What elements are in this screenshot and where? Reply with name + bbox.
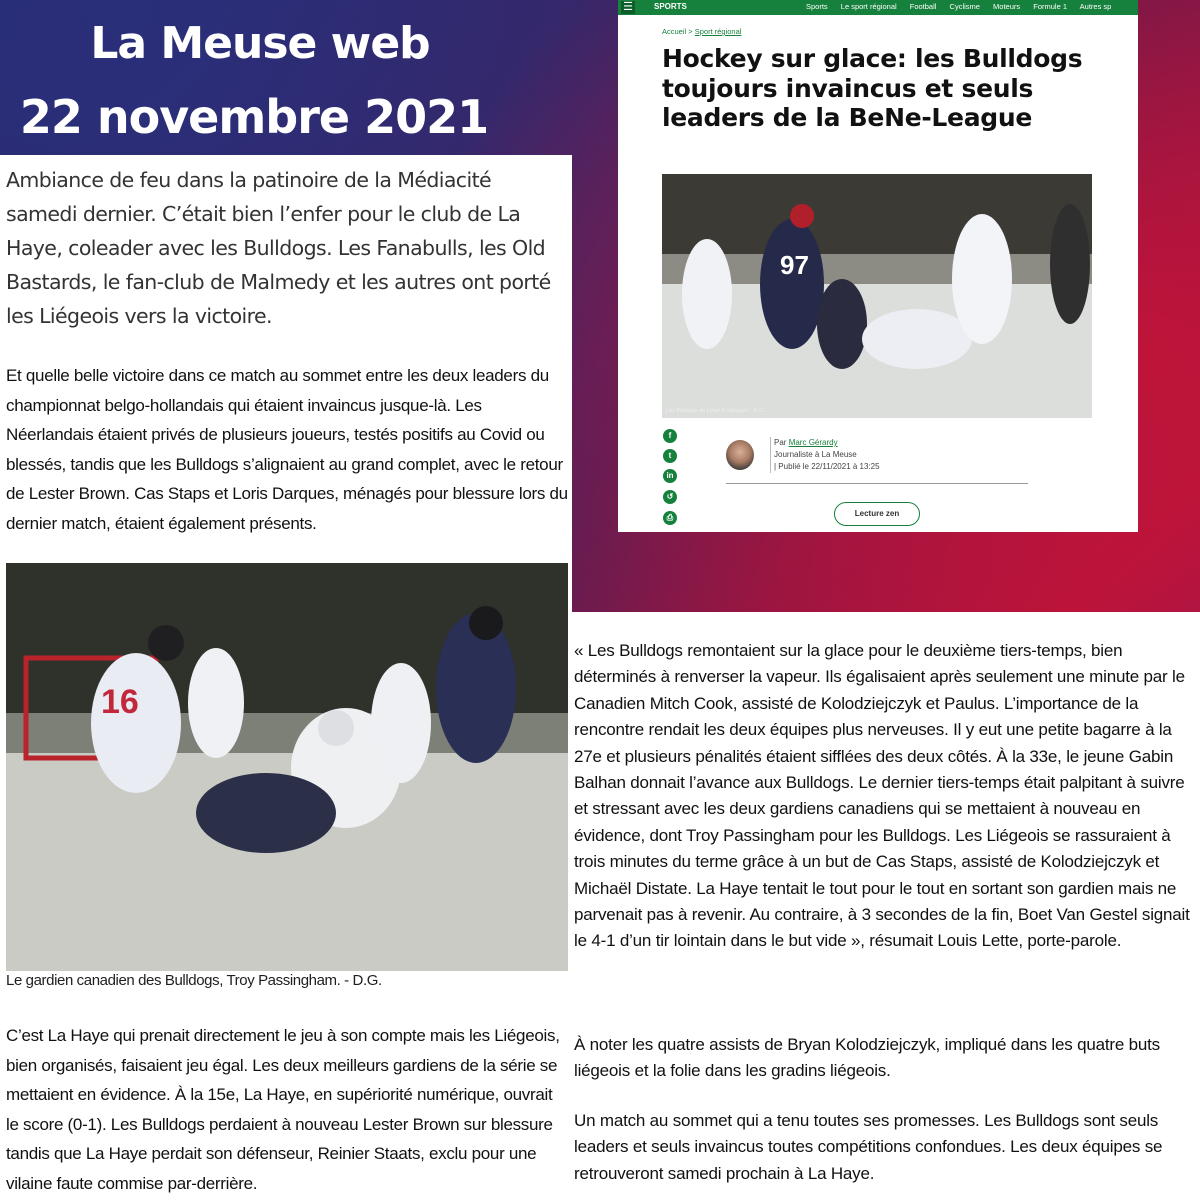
hero-photo-caption: Les Bulldogs de Liège à l’attaque! - D.G.	[666, 408, 765, 414]
jersey-number-97: 97	[780, 250, 809, 280]
article-paragraph: « Les Bulldogs remontaient sur la glace pour le deuxième tiers-temps, bien déterminés à renverser la vapeur. Ils égalisaient après seulement une minute par le Canadien Mitch Cook, assisté de Kolodziejczyk et Paulus. L’importance de la rencontre rendait les deux équipes plus nerveuses. Il y eut une petite bagarre à la 27e et plusieurs pénalités étaient sifflées des deux côtés. À la 33e, le jeune Gabin Balhan donnait l’avance aux Bulldogs. Le dernier tiers-temps était palpitant à suivre et stressant avec les deux gardiens canadiens qui se mettaient à nouveau en évidence, dont Troy Passingham pour les Bulldogs. Les Liégeois se rassuraient à trois minutes du terme grâce à un but de Cas Staps, assisté de Kolodziejczyk et Michaël Distate. La Haye tentait le tout pour le tout en sortant son gardien mais ne parvenait pas à revenir. Au contraire, à 3 secondes de la fin, Boet Van Gestel signait le 4-1 d’un tir lointain dans le but vide », résumait Louis Lette, porte-parole.	[574, 641, 1190, 951]
nav-links	[806, 2, 1122, 11]
author-divider	[726, 483, 1028, 484]
newspaper-name: La Meuse web	[90, 18, 430, 69]
collage-header	[0, 0, 520, 155]
jersey-number-16: 16	[101, 683, 139, 721]
breadcrumb-sport-regional[interactable]: Sport régional	[694, 27, 742, 36]
published-date: | Publié le 22/11/2021 à 13:25	[774, 462, 880, 471]
article-hero-photo	[662, 174, 1092, 418]
site-navbar	[618, 0, 1138, 15]
nav-link-cyclisme[interactable]: Cyclisme	[949, 2, 980, 11]
author-by-label: Par	[774, 438, 787, 447]
article-intro: Ambiance de feu dans la patinoire de la Médiacité samedi dernier. C’était bien l’enfer pour le club de La Haye, coleader avec les Bulldogs. Les Fanabulls, les Old Bastards, le fan-club de Malmedy et les autres ont porté les Liégeois vers la victoire.	[6, 168, 551, 328]
left-article-column	[0, 155, 572, 1200]
website-screenshot-card	[618, 0, 1138, 532]
hamburger-menu-icon[interactable]: ☰	[621, 1, 635, 14]
article-paragraph: C’est La Haye qui prenait directement le jeu à son compte mais les Liégeois, bien organisés, faisaient jeu égal. Les deux meilleurs gardiens de la série se mettaient en évidence. À la 15e, La Haye, en supériorité numérique, ouvrait le score (0-1). Les Bulldogs perdaient à nouveau Lester Brown sur blessure tandis que La Haye perdait son défenseur, Reinier Staats, exclu pour une vilaine faute commise par-derrière.	[6, 1026, 560, 1193]
facebook-icon[interactable]: f	[663, 429, 677, 443]
article-conclusion: Un match au sommet qui a tenu toutes ses promesses. Les Bulldogs sont seuls leaders et seuls invaincus toutes compétitions confondues. Les deux équipes se retrouveront samedi prochain à La Haye.	[574, 1111, 1163, 1183]
hockey-action-illustration	[6, 563, 568, 971]
right-article-column	[572, 612, 1200, 1200]
nav-link-sports[interactable]: Sports	[806, 2, 828, 11]
article-paragraph: Et quelle belle victoire dans ce match au sommet entre les deux leaders du championnat belgo-hollandais qui étaient invaincus jusque-là. Les Néerlandais étaient privés de plusieurs joueurs, testés positifs au Covid ou blessés, tandis que les Bulldogs s’alignaient au grand complet, avec le retour de Lester Brown. Cas Staps et Loris Darques, ménagés pour blessure lors du dernier match, étaient également présents.	[6, 366, 568, 533]
nav-link-football[interactable]: Football	[909, 2, 937, 11]
breadcrumb	[662, 27, 741, 36]
zen-reading-button[interactable]: Lecture zen	[834, 502, 920, 526]
nav-link-formule-1[interactable]: Formule 1	[1033, 2, 1067, 11]
breadcrumb-home[interactable]: Accueil	[662, 27, 687, 36]
breadcrumb-separator: >	[688, 27, 695, 36]
author-line	[774, 437, 880, 449]
linkedin-icon[interactable]: in	[663, 469, 677, 483]
article-title: Hockey sur glace: les Bulldogs toujours invaincus et seuls leaders de la BeNe-League	[662, 44, 1083, 132]
author-role: Journaliste à La Meuse	[774, 450, 857, 459]
photo-caption: Le gardien canadien des Bulldogs, Troy Passingham. - D.G.	[6, 972, 382, 989]
publication-date: 22 novembre 2021	[19, 90, 489, 144]
author-avatar	[726, 440, 754, 470]
nav-link-moteurs[interactable]: Moteurs	[993, 2, 1021, 11]
author-info	[770, 437, 880, 473]
print-icon[interactable]: ⎙	[663, 511, 677, 525]
twitter-icon[interactable]: t	[663, 449, 677, 463]
sports-brand[interactable]: SPORTS	[654, 2, 687, 11]
nav-link-sport-regional[interactable]: Le sport régional	[840, 2, 897, 11]
share-icon[interactable]: ↺	[663, 490, 677, 504]
article-paragraph: À noter les quatre assists de Bryan Kolodziejczyk, impliqué dans les quatre buts liégeois et la folie dans les gradins liégeois.	[574, 1035, 1160, 1081]
nav-link-autres-sports[interactable]: Autres sp	[1079, 2, 1112, 11]
author-name-link[interactable]: Marc Gérardy	[788, 438, 838, 447]
hockey-players-illustration	[662, 174, 1092, 418]
goalkeeper-photo	[6, 563, 568, 971]
